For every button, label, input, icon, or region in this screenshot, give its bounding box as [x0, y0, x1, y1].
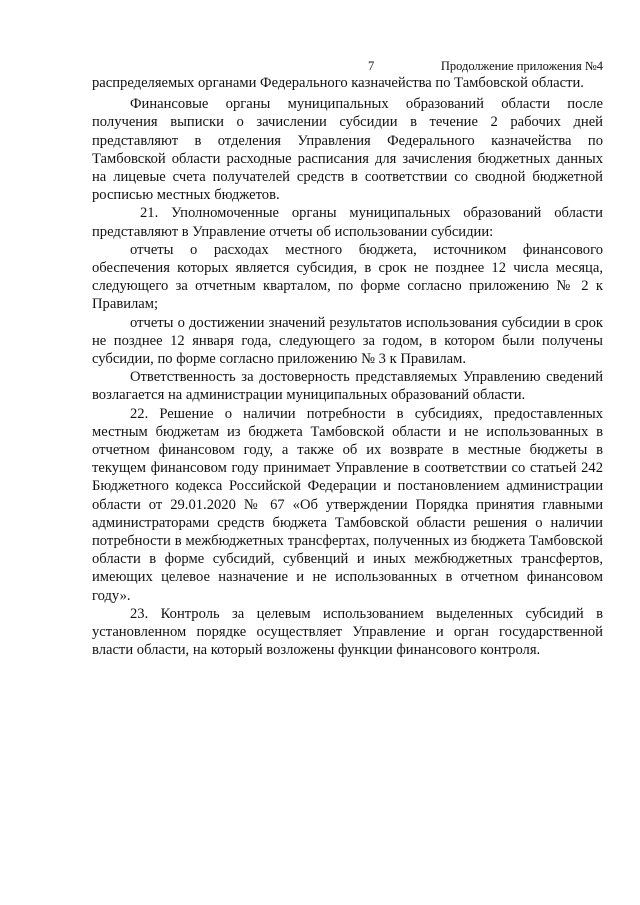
paragraph-expense-reports: отчеты о расходах местного бюджета, источником финансового обеспечения которых является субсидия, в срок не позднее 12 числа месяца, следующего за отчетным кварталом, по форме согласно приложению № 2 к Правилам; [92, 241, 603, 313]
page-number: 7 [368, 59, 375, 73]
paragraph-item-23: 23. Контроль за целевым использованием выделенных субсидий в установленном порядке осуществляет Управление и орган государственной власти области, на который возложены функции финансового контроля. [92, 605, 603, 659]
paragraph-item-21: 21. Уполномоченные органы муниципальных образований области представляют в Управление отчеты об использовании субсидии: [92, 205, 603, 240]
paragraph-responsibility: Ответственность за достоверность представляемых Управлению сведений возлагается на администрации муниципальных образований области. [92, 369, 603, 404]
paragraph-financial-bodies: Финансовые органы муниципальных образований области после получения выписки о зачислении субсидии в течение 2 рабочих дней представляют в отделения Управления Федерального казначейства по Тамбовской области расходные расписания для зачисления бюджетных данных на лицевые счета получателей средств в соответствии со сводной бюджетной росписью местных бюджетов. [92, 96, 603, 204]
document-body [92, 74, 603, 660]
paragraph-continuation: распределяемых органами Федерального казначейства по Тамбовской области. [92, 75, 584, 91]
paragraph-item-22: 22. Решение о наличии потребности в субсидиях, предоставленных местным бюджетам из бюджета Тамбовской области и не использованных в отчетном финансовом году, а также об их возврате в местные бюджеты в текущем финансовом году принимает Управление в соответствии со статьей 242 Бюджетного кодекса Российской Федерации и постановлением администрации области от 29.01.2020 № 67 «Об утверждении Порядка принятия главными администраторами средств бюджета Тамбовской области решения о наличии потребности в межбюджетных трансфертах, полученных из бюджета Тамбовской области в форме субсидий, субвенций и иных межбюджетных трансфертов, имеющих целевое назначение и не использованных в отчетном финансовом году». [92, 405, 603, 604]
paragraph-results-reports: отчеты о достижении значений результатов использования субсидии в срок не позднее 12 января года, следующего за годом, в котором были получены субсидии, по форме согласно приложению № 3 к Правилам. [92, 314, 603, 368]
page-header [92, 58, 603, 74]
appendix-continuation-note: Продолжение приложения №4 [440, 59, 603, 73]
